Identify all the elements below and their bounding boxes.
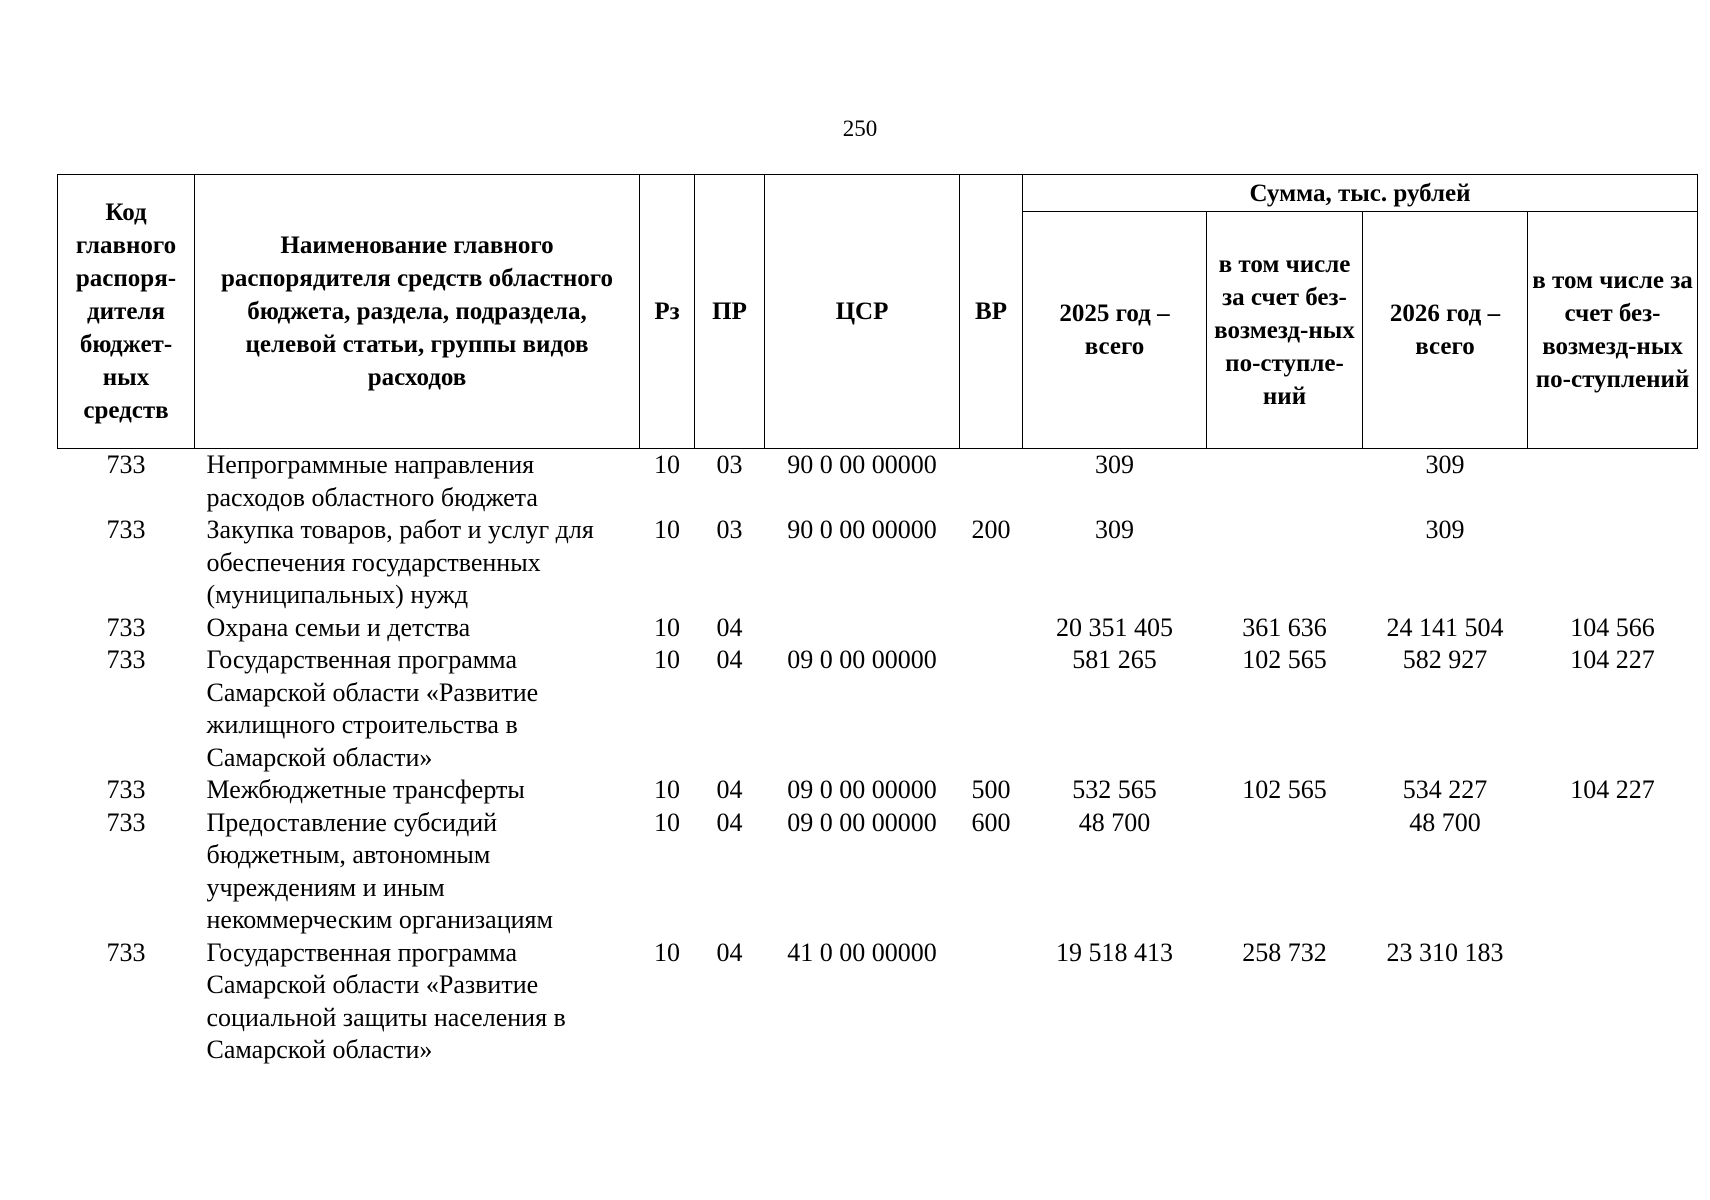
header-2026-total: 2026 год – всего [1363,212,1528,449]
cell-2026-grants [1528,514,1698,612]
cell-code: 733 [106,807,146,837]
cell-vr: 200 [971,515,1011,544]
cell-code: 733 [106,515,146,544]
cell-2026-grants [1528,449,1698,515]
cell-pr: 03 [716,515,743,544]
cell-2026-total: 309 [1425,450,1465,479]
cell-2026-grants: 104 227 [1570,775,1655,804]
cell-name: Закупка товаров, работ и услуг для обеспечения государственных (муниципальных) нужд [206,515,594,609]
cell-code: 733 [106,775,146,804]
cell-pr: 03 [716,450,743,479]
cell-vr [960,937,1023,1067]
cell-2025-total: 20 351 405 [1056,612,1173,642]
header-2025-total: 2025 год – всего [1023,212,1207,449]
cell-2025-grants: 361 636 [1242,612,1327,642]
header-pr: ПР [695,175,765,449]
cell-2026-total: 48 700 [1409,807,1481,837]
cell-2025-total: 581 265 [1072,645,1157,674]
cell-rz: 10 [654,645,680,674]
cell-code: 733 [106,645,146,674]
cell-name: Охрана семьи и детства [206,612,471,642]
cell-vr [960,644,1023,774]
table-row [58,774,1698,807]
cell-2025-grants [1207,449,1363,515]
cell-2025-total: 309 [1095,515,1134,544]
cell-2026-total: 309 [1425,515,1465,544]
table-body [58,449,1698,1067]
cell-name: Межбюджетные трансферты [206,775,525,804]
page-number: 250 [842,116,878,141]
cell-2025-grants [1207,514,1363,612]
cell-2026-grants [1528,807,1698,937]
cell-name: Государственная программа Самарской области «Развитие социальной защиты населения в Самарской области» [206,937,566,1064]
cell-code: 733 [106,450,146,479]
cell-2026-grants: 104 566 [1570,612,1655,642]
cell-rz: 10 [654,450,680,479]
cell-2025-total: 19 518 413 [1056,937,1173,967]
header-sum-group: Сумма, тыс. рублей [1023,175,1698,212]
cell-name: Непрограммные направления расходов областного бюджета [206,450,538,512]
cell-vr [960,449,1023,515]
cell-rz: 10 [654,515,680,544]
cell-2025-grants: 258 732 [1242,937,1327,967]
cell-csr: 09 0 00 00000 [787,645,937,674]
cell-vr [960,612,1023,645]
cell-2026-total: 582 927 [1402,645,1488,674]
cell-2025-total: 532 565 [1072,775,1157,804]
cell-csr: 41 0 00 00000 [787,937,937,967]
cell-csr [765,612,960,645]
cell-2025-grants: 102 565 [1242,645,1327,674]
cell-pr: 04 [716,807,743,837]
cell-vr: 600 [971,807,1011,837]
table-row [58,514,1698,612]
cell-code: 733 [106,612,146,642]
cell-csr: 09 0 00 00000 [787,775,937,804]
table-row [58,612,1698,645]
cell-2025-grants [1207,807,1363,937]
header-2025-grants: в том числе за счет без-возмезд-ных по-ступле-ний [1207,212,1363,449]
cell-2025-grants: 102 565 [1242,775,1327,804]
cell-pr: 04 [716,612,743,642]
header-vr: ВР [960,175,1023,449]
cell-vr: 500 [971,775,1011,804]
cell-csr: 09 0 00 00000 [787,807,937,837]
cell-2026-total: 24 141 504 [1386,612,1504,642]
header-csr: ЦСР [765,175,960,449]
table-row [58,807,1698,937]
table-row [58,937,1698,1067]
cell-2025-total: 309 [1095,450,1134,479]
header-2026-grants: в том числе за счет без-возмезд-ных по-ступлений [1528,212,1698,449]
cell-pr: 04 [716,775,743,804]
cell-rz: 10 [654,612,680,642]
cell-csr: 90 0 00 00000 [787,450,937,479]
cell-rz: 10 [654,807,680,837]
cell-2026-total: 23 310 183 [1386,937,1504,967]
cell-rz: 10 [654,775,680,804]
header-code: Код главного распоря-дителя бюджет-ных средств [58,175,195,449]
table-row [58,449,1698,515]
cell-name: Государственная программа Самарской области «Развитие жилищного строительства в Самарской области» [206,645,539,772]
cell-2026-total: 534 227 [1402,775,1488,804]
cell-2026-grants: 104 227 [1570,645,1655,674]
header-name: Наименование главного распорядителя средств областного бюджета, раздела, подраздела, целевой статьи, группы видов расходов [195,175,640,449]
cell-code: 733 [106,937,146,967]
cell-csr: 90 0 00 00000 [787,515,937,544]
header-rz: Рз [640,175,695,449]
cell-rz: 10 [654,937,680,967]
cell-name: Предоставление субсидий бюджетным, автономным учреждениям и иным некоммерческим организациям [206,807,553,934]
cell-2025-total: 48 700 [1078,807,1151,837]
cell-pr: 04 [716,937,743,967]
table-header [58,175,1698,449]
budget-table [57,174,1698,1067]
cell-pr: 04 [716,645,743,674]
table-row [58,644,1698,774]
cell-2026-grants [1528,937,1698,1067]
